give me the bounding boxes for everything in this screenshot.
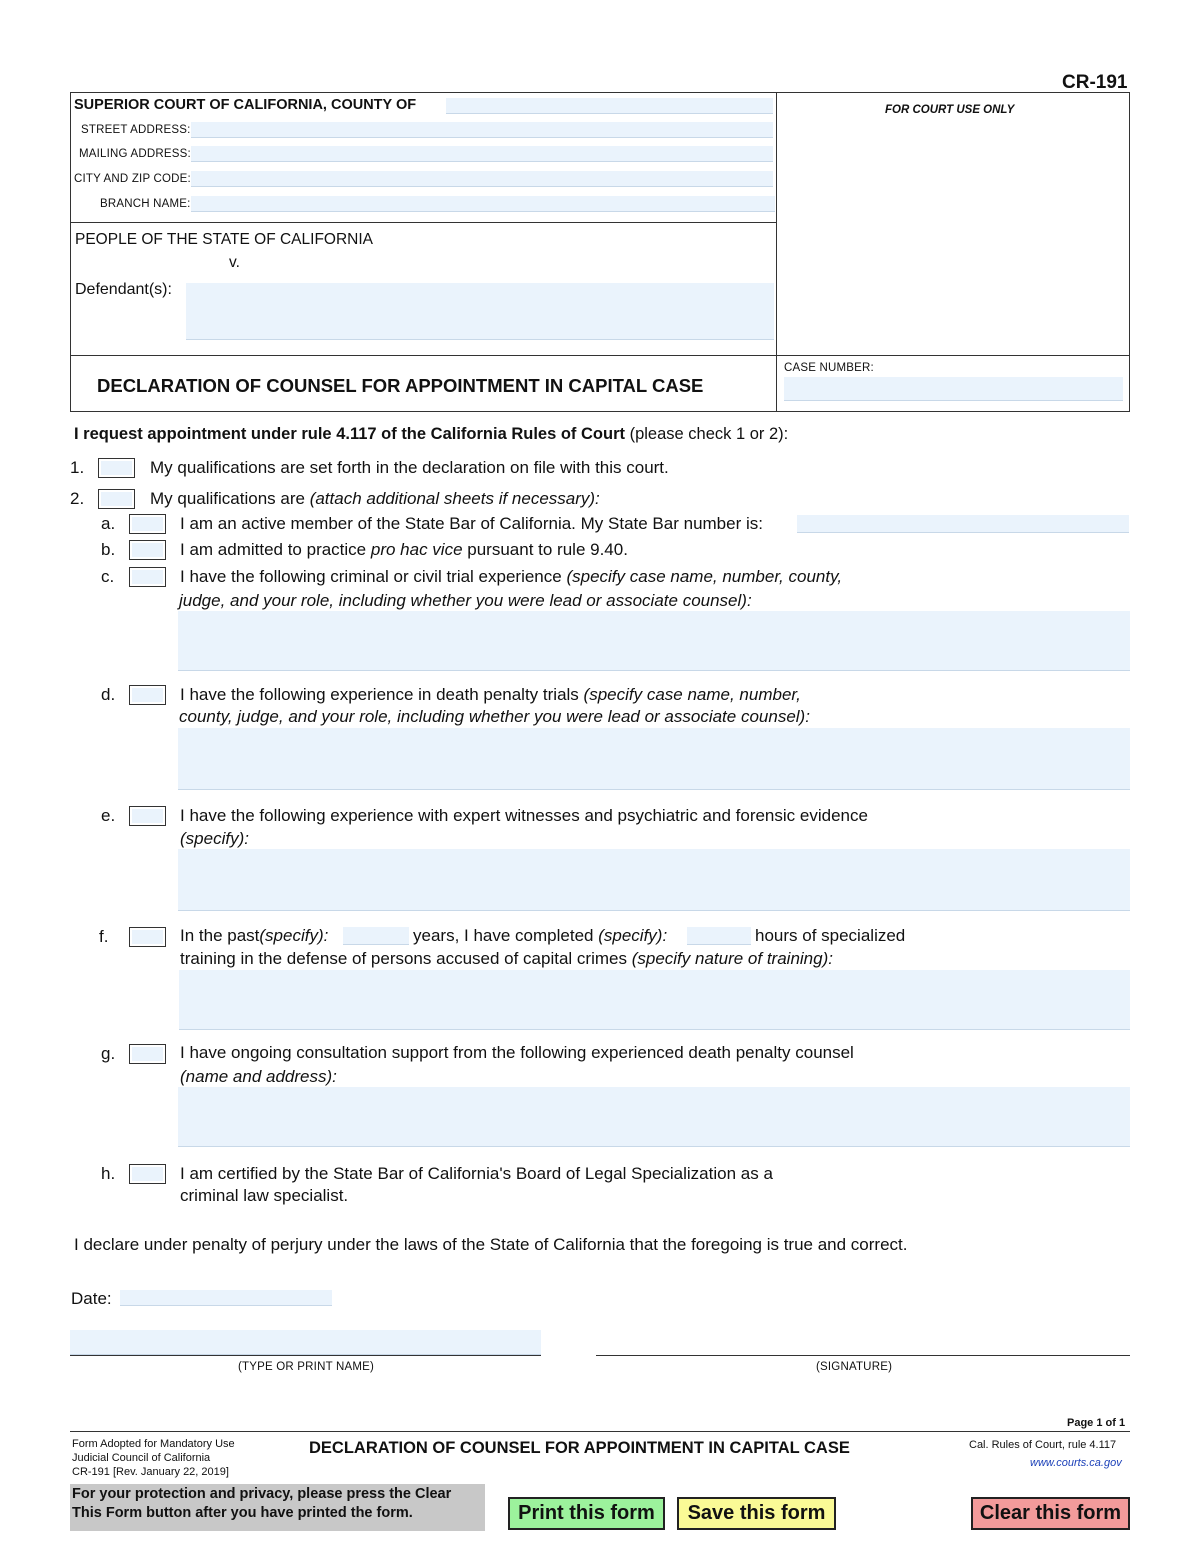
court-title: SUPERIOR COURT OF CALIFORNIA, COUNTY OF xyxy=(74,97,417,113)
item-2-checkbox[interactable] xyxy=(98,489,135,509)
people-label: PEOPLE OF THE STATE OF CALIFORNIA xyxy=(75,231,373,248)
trial-experience-input[interactable] xyxy=(178,611,1130,671)
item-f-italic-3: (specify nature of training): xyxy=(631,949,833,968)
date-input[interactable] xyxy=(120,1290,332,1306)
years-input[interactable] xyxy=(343,927,409,945)
item-2-italic: (attach additional sheets if necessary): xyxy=(309,489,600,508)
footer-title: DECLARATION OF COUNSEL FOR APPOINTMENT IN CAPITAL CASE xyxy=(309,1439,850,1457)
item-f-italic-1: (specify): xyxy=(259,926,329,945)
caption-divider-title xyxy=(70,355,1130,356)
item-d-italic-1: (specify case name, number, xyxy=(583,685,801,704)
privacy-line-2: This Form button after you have printed the form. xyxy=(72,1505,413,1521)
item-f-t2 xyxy=(413,926,667,946)
footer-adopted-3: CR-191 [Rev. January 22, 2019] xyxy=(72,1466,229,1478)
item-f-letter: f. xyxy=(99,927,109,946)
print-name-input[interactable] xyxy=(70,1330,541,1355)
caption-box xyxy=(70,92,1130,412)
item-e-checkbox[interactable] xyxy=(129,806,166,826)
form-id: CR-191 xyxy=(1062,72,1128,93)
name-line xyxy=(70,1355,541,1356)
mailing-address-input[interactable] xyxy=(191,146,773,162)
item-a-text: I am an active member of the State Bar of California. My State Bar number is: xyxy=(180,514,763,533)
intro-line xyxy=(74,425,788,444)
signature-line xyxy=(596,1355,1130,1356)
print-form-button[interactable]: Print this form xyxy=(508,1497,665,1530)
court-use-label: FOR COURT USE ONLY xyxy=(885,104,1015,116)
declaration-text: I declare under penalty of perjury under the laws of the State of California that the foregoing is true and correct. xyxy=(74,1235,908,1254)
item-d-label: I have the following experience in death penalty trials xyxy=(180,685,584,704)
footer-url-link[interactable]: www.courts.ca.gov xyxy=(1030,1457,1122,1469)
item-h-line-2: criminal law specialist. xyxy=(180,1186,349,1205)
item-h-letter: h. xyxy=(101,1164,116,1183)
intro-bold: I request appointment under rule 4.117 of the California Rules of Court xyxy=(74,425,625,443)
item-f-text-4: training in the defense of persons accused of capital crimes xyxy=(180,949,632,968)
item-2-text xyxy=(150,489,600,509)
item-h-line-1: I am certified by the State Bar of California's Board of Legal Specialization as a xyxy=(180,1164,773,1183)
item-a-checkbox[interactable] xyxy=(129,514,166,534)
item-b-italic: pro hac vice xyxy=(370,540,463,559)
item-f-italic-2: (specify): xyxy=(598,926,668,945)
signature-caption: (SIGNATURE) xyxy=(816,1361,893,1373)
item-h-checkbox[interactable] xyxy=(129,1164,166,1184)
defendant-label: Defendant(s): xyxy=(75,281,172,298)
item-g-italic-2: (name and address): xyxy=(180,1067,337,1086)
death-penalty-experience-input[interactable] xyxy=(178,728,1130,790)
caption-vertical-divider xyxy=(776,92,777,412)
item-f-text-3: hours of specialized xyxy=(755,926,906,945)
privacy-line-1: For your protection and privacy, please press the Clear xyxy=(72,1486,452,1502)
item-g-letter: g. xyxy=(101,1044,116,1063)
item-e-italic-2: (specify): xyxy=(180,829,249,848)
item-f-text-1: In the past xyxy=(180,926,260,945)
item-e-text: I have the following experience with expert witnesses and psychiatric and forensic evidence xyxy=(180,806,868,825)
item-b-text xyxy=(180,540,628,560)
footer-adopted-1: Form Adopted for Mandatory Use xyxy=(72,1438,235,1450)
save-form-button[interactable]: Save this form xyxy=(677,1497,836,1530)
case-number-label: CASE NUMBER: xyxy=(784,362,874,374)
item-b-post: pursuant to rule 9.40. xyxy=(462,540,628,559)
versus-label: v. xyxy=(229,254,240,271)
item-d-letter: d. xyxy=(101,685,116,704)
state-bar-number-input[interactable] xyxy=(797,515,1129,533)
item-c-text xyxy=(180,567,842,587)
item-f-text-2: years, I have completed xyxy=(413,926,599,945)
item-2-number: 2. xyxy=(70,489,85,508)
form-title: DECLARATION OF COUNSEL FOR APPOINTMENT IN CAPITAL CASE xyxy=(97,375,704,396)
city-label: CITY AND ZIP CODE: xyxy=(74,173,191,185)
consultation-support-input[interactable] xyxy=(178,1087,1130,1147)
page-number: Page 1 of 1 xyxy=(1067,1417,1126,1429)
clear-form-button[interactable]: Clear this form xyxy=(971,1497,1130,1530)
footer-rule xyxy=(70,1431,1130,1432)
name-caption: (TYPE OR PRINT NAME) xyxy=(238,1361,375,1373)
footer-rule-citation: Cal. Rules of Court, rule 4.117 xyxy=(969,1439,1117,1451)
item-1-checkbox[interactable] xyxy=(98,458,135,478)
date-label: Date: xyxy=(71,1289,112,1308)
item-g-text: I have ongoing consultation support from the following experienced death penalty counsel xyxy=(180,1043,854,1062)
item-c-italic-2: judge, and your role, including whether you were lead or associate counsel): xyxy=(179,591,752,610)
item-d-text xyxy=(180,685,801,705)
item-d-checkbox[interactable] xyxy=(129,685,166,705)
item-f-line-2 xyxy=(180,949,833,969)
item-b-pre: I am admitted to practice xyxy=(180,540,371,559)
item-g-checkbox[interactable] xyxy=(129,1044,166,1064)
intro-normal: (please check 1 or 2): xyxy=(625,425,789,443)
item-c-letter: c. xyxy=(101,567,115,586)
item-d-italic-2: county, judge, and your role, including whether you were lead or associate counsel): xyxy=(179,707,810,726)
branch-label: BRANCH NAME: xyxy=(100,198,191,210)
footer-adopted-2: Judicial Council of California xyxy=(72,1452,211,1464)
expert-witness-experience-input[interactable] xyxy=(178,849,1130,911)
training-nature-input[interactable] xyxy=(179,970,1130,1030)
item-c-checkbox[interactable] xyxy=(129,567,166,587)
item-b-letter: b. xyxy=(101,540,116,559)
case-number-input[interactable] xyxy=(784,377,1123,401)
item-1-number: 1. xyxy=(70,458,85,477)
item-b-checkbox[interactable] xyxy=(129,540,166,560)
branch-name-input[interactable] xyxy=(191,196,775,212)
privacy-notice xyxy=(70,1484,485,1531)
item-f-t1 xyxy=(180,926,328,946)
item-a-letter: a. xyxy=(101,514,116,533)
street-label: STREET ADDRESS: xyxy=(81,124,191,136)
item-1-text: My qualifications are set forth in the declaration on file with this court. xyxy=(150,458,669,477)
city-zip-input[interactable] xyxy=(191,171,773,187)
item-2-label: My qualifications are xyxy=(150,489,310,508)
street-address-input[interactable] xyxy=(191,122,773,138)
item-e-letter: e. xyxy=(101,806,116,825)
caption-divider-court xyxy=(70,222,777,223)
county-input[interactable] xyxy=(446,98,773,114)
mailing-label: MAILING ADDRESS: xyxy=(79,148,191,160)
item-c-italic-1: (specify case name, number, county, xyxy=(566,567,843,586)
item-f-checkbox[interactable] xyxy=(129,927,166,947)
defendant-input[interactable] xyxy=(186,283,774,340)
hours-input[interactable] xyxy=(687,927,751,945)
item-c-label: I have the following criminal or civil trial experience xyxy=(180,567,567,586)
